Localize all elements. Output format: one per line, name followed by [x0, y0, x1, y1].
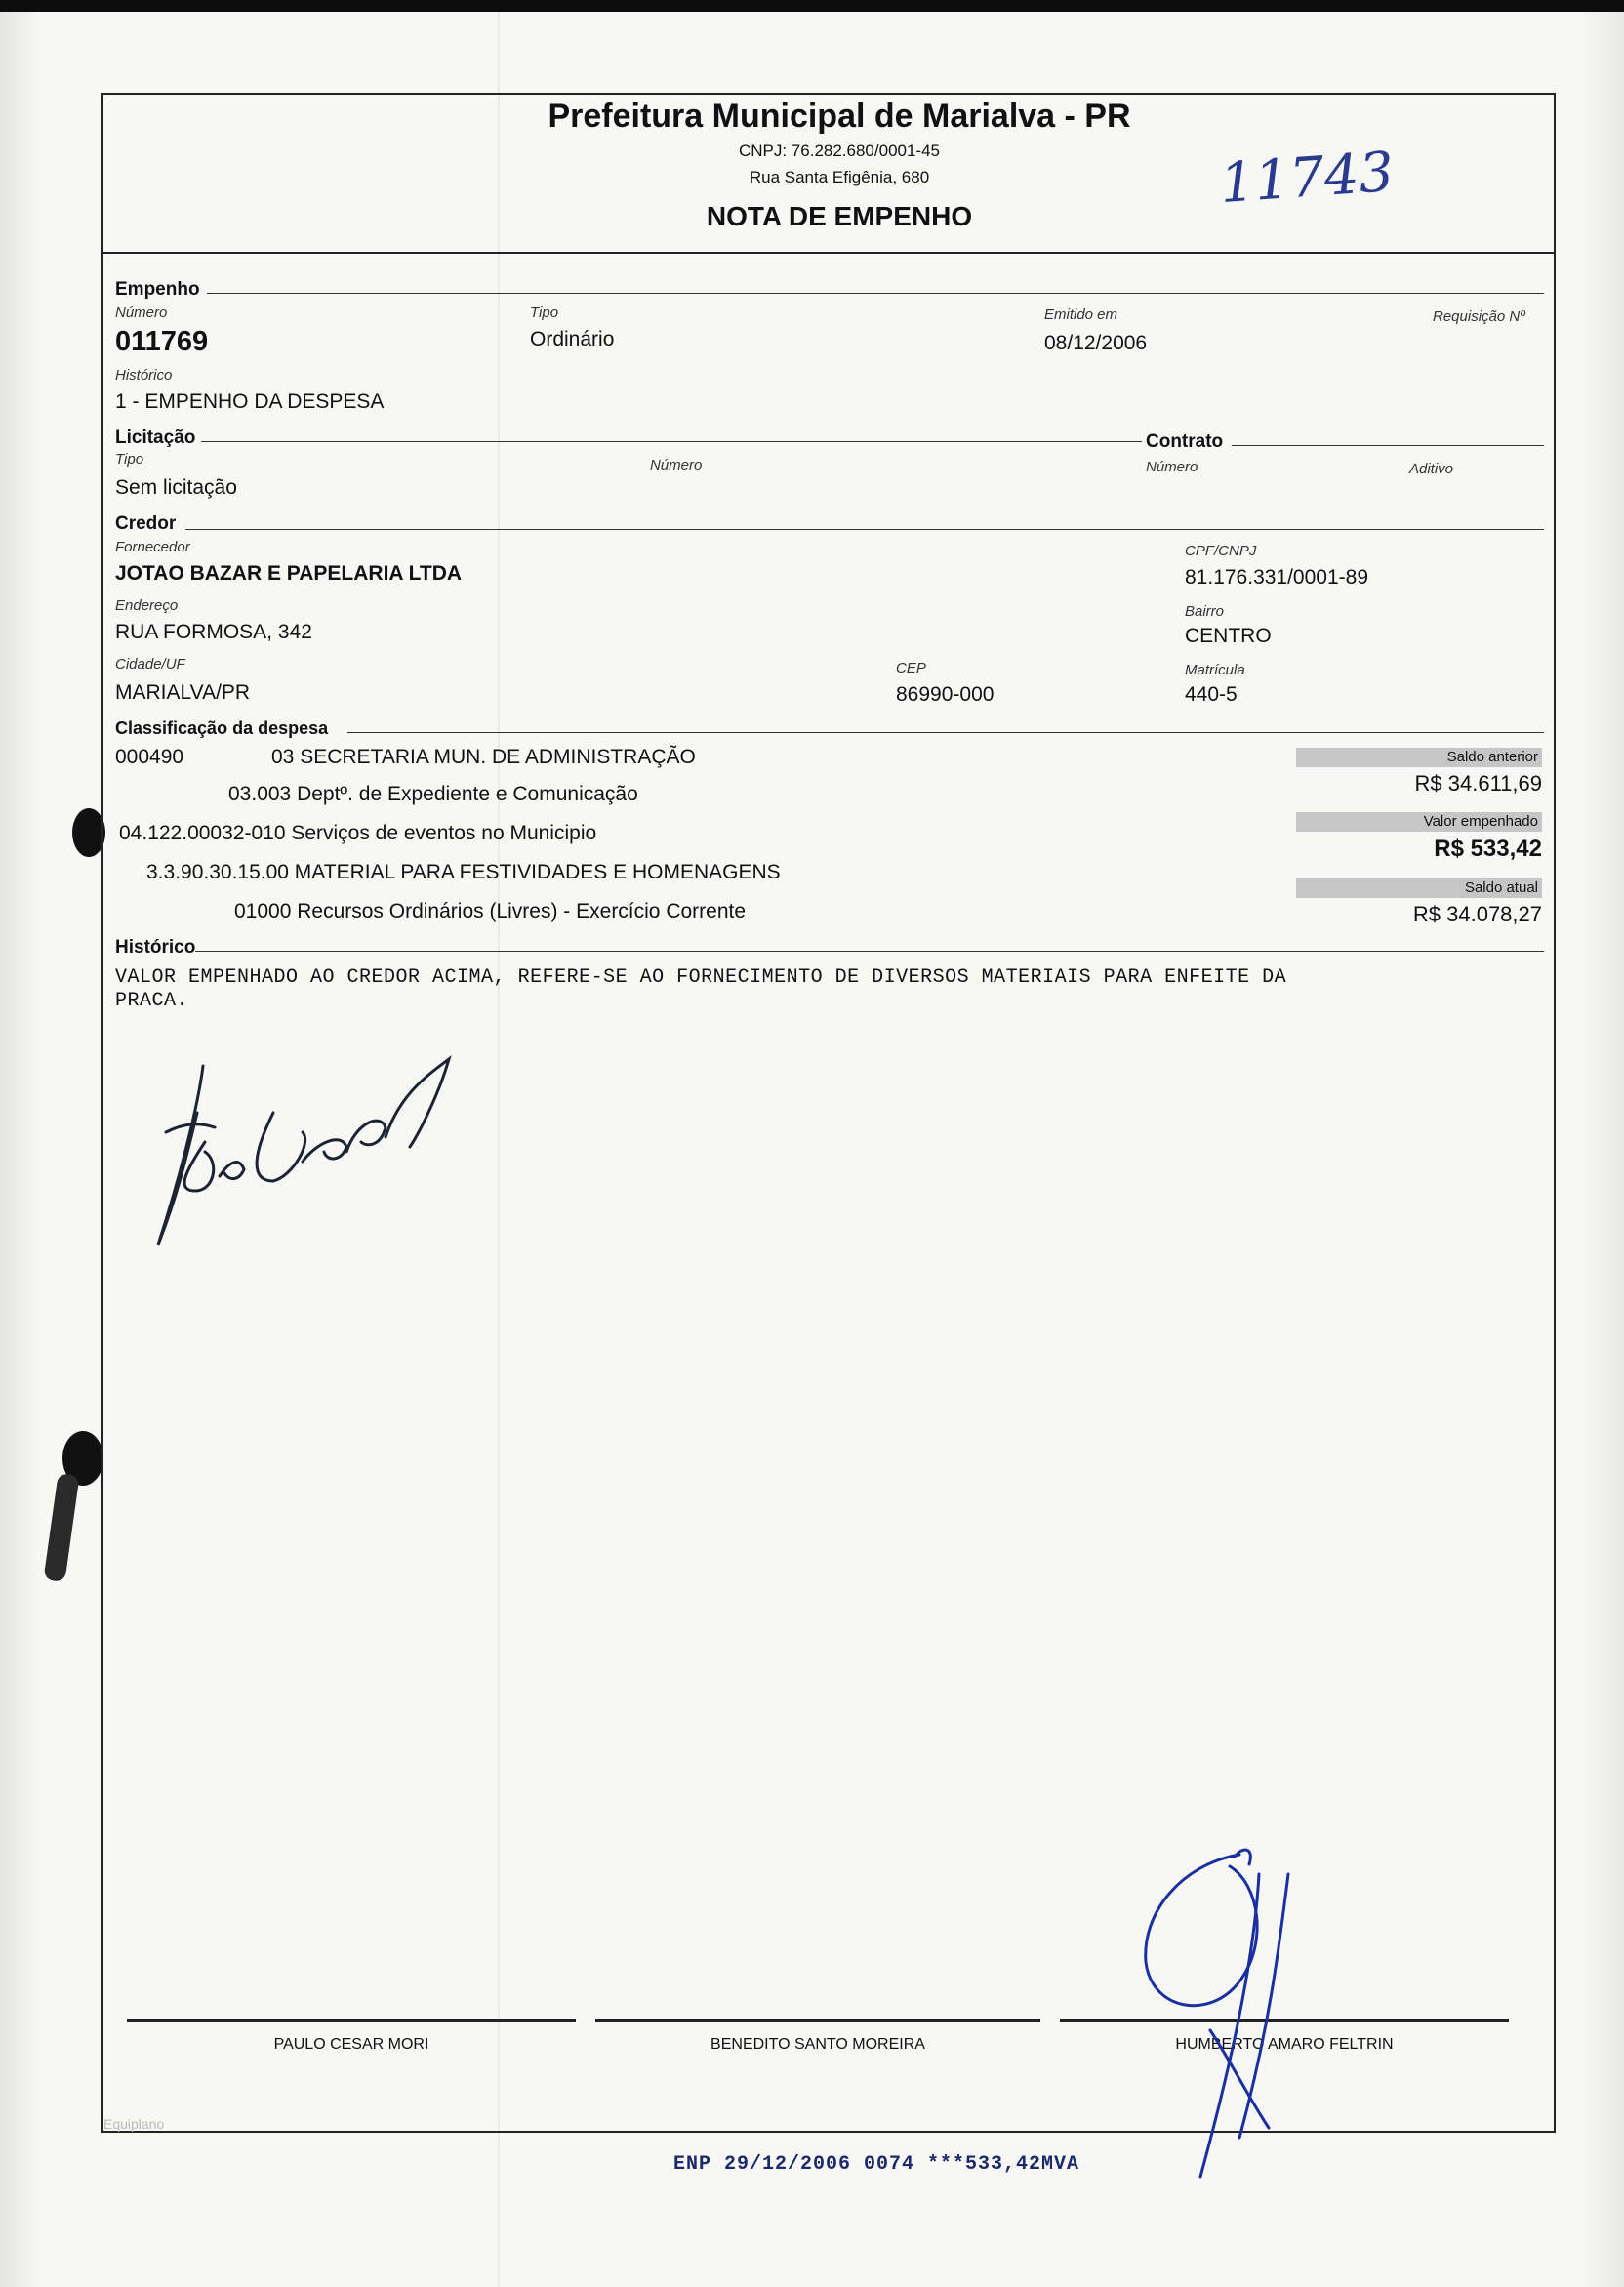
licitacao-tipo: Sem licitação [115, 476, 237, 499]
signature-line-1 [127, 2019, 576, 2022]
valor-empenhado-value: R$ 533,42 [1434, 836, 1542, 862]
section-licitacao: Licitação [115, 428, 196, 448]
section-historico: Histórico [115, 937, 196, 958]
cep-value: 86990-000 [896, 683, 995, 706]
section-empenho: Empenho [115, 279, 200, 300]
contrato-numero-label: Número [1146, 459, 1198, 475]
header-address: Rua Santa Efigênia, 680 [749, 168, 930, 186]
handwritten-signature [146, 1054, 468, 1259]
watermark: Equiplano [103, 2116, 165, 2132]
cidade-label: Cidade/UF [115, 656, 185, 673]
signature-line-2 [595, 2019, 1040, 2022]
historico-line-1: VALOR EMPENHADO AO CREDOR ACIMA, REFERE-SE AO FORNECIMENTO DE DIVERSOS MATERIAIS PARA ENFEITE DA [115, 966, 1287, 989]
classificacao-code: 000490 [115, 746, 184, 768]
empenho-tipo: Ordinário [530, 328, 615, 350]
document-type-title: NOTA DE EMPENHO [706, 201, 973, 231]
licitacao-tipo-label: Tipo [115, 451, 144, 468]
emitido-label: Emitido em [1044, 306, 1118, 323]
fornecedor-name: JOTAO BAZAR E PAPELARIA LTDA [115, 562, 463, 585]
matricula-label: Matrícula [1185, 662, 1245, 678]
section-credor: Credor [115, 513, 177, 534]
saldo-anterior-value: R$ 34.611,69 [1414, 771, 1542, 796]
section-historico-rule [195, 951, 1544, 952]
section-contrato-rule [1232, 445, 1544, 446]
bairro-value: CENTRO [1185, 625, 1272, 647]
handwritten-number: 11743 [1217, 140, 1397, 217]
classificacao-line-3: 04.122.00032-010 Serviços de eventos no Municipio [119, 822, 597, 844]
section-contrato: Contrato [1146, 431, 1224, 452]
licitacao-numero-label: Número [650, 457, 703, 473]
contrato-aditivo-label: Aditivo [1409, 461, 1454, 477]
cpf-label: CPF/CNPJ [1185, 543, 1257, 559]
classificacao-line-2: 03.003 Deptº. de Expediente e Comunicação [228, 783, 638, 805]
empenho-numero: 011769 [115, 326, 209, 357]
emitido-date: 08/12/2006 [1044, 332, 1148, 354]
saldo-atual-label: Saldo atual [1296, 878, 1542, 898]
punch-hole-top [72, 808, 105, 857]
empenho-numero-label: Número [115, 305, 168, 321]
endereco-value: RUA FORMOSA, 342 [115, 621, 312, 643]
fornecedor-label: Fornecedor [115, 539, 190, 555]
scan-border [0, 0, 1624, 12]
section-classificacao: Classificação da despesa [115, 718, 329, 738]
cidade-value: MARIALVA/PR [115, 681, 251, 704]
endereco-label: Endereço [115, 597, 179, 614]
section-credor-rule [185, 529, 1544, 530]
cep-label: CEP [896, 660, 926, 676]
signatory-2: BENEDITO SANTO MOREIRA [710, 2036, 925, 2053]
empenho-historico-label: Histórico [115, 367, 173, 384]
signatory-3: HUMBERTO AMARO FELTRIN [1175, 2036, 1394, 2053]
signatory-1: PAULO CESAR MORI [273, 2036, 429, 2053]
historico-line-2: PRACA. [115, 990, 189, 1012]
footer-stamp: ENP 29/12/2006 0074 ***533,42MVA [673, 2153, 1080, 2176]
valor-empenhado-label: Valor empenhado [1296, 812, 1542, 832]
classificacao-line-5: 01000 Recursos Ordinários (Livres) - Exercício Corrente [234, 900, 747, 922]
empenho-tipo-label: Tipo [530, 305, 559, 321]
page-title: Prefeitura Municipal de Marialva - PR [548, 98, 1131, 135]
saldo-anterior-label: Saldo anterior [1296, 748, 1542, 767]
saldo-atual-value: R$ 34.078,27 [1412, 902, 1542, 926]
cpf-value: 81.176.331/0001-89 [1185, 566, 1369, 589]
classificacao-line-1: 03 SECRETARIA MUN. DE ADMINISTRAÇÃO [271, 746, 696, 768]
section-empenho-rule [207, 293, 1544, 294]
blue-signature [1122, 1845, 1337, 2186]
header-cnpj: CNPJ: 76.282.680/0001-45 [738, 142, 941, 160]
header-divider [102, 252, 1556, 254]
section-licitacao-rule [201, 441, 1142, 442]
requisicao-label: Requisição Nº [1433, 308, 1525, 325]
section-classificacao-rule [347, 732, 1544, 733]
matricula-value: 440-5 [1185, 683, 1238, 706]
classificacao-line-4: 3.3.90.30.15.00 MATERIAL PARA FESTIVIDADES E HOMENAGENS [146, 861, 781, 883]
empenho-historico: 1 - EMPENHO DA DESPESA [115, 390, 385, 413]
bairro-label: Bairro [1185, 603, 1225, 620]
